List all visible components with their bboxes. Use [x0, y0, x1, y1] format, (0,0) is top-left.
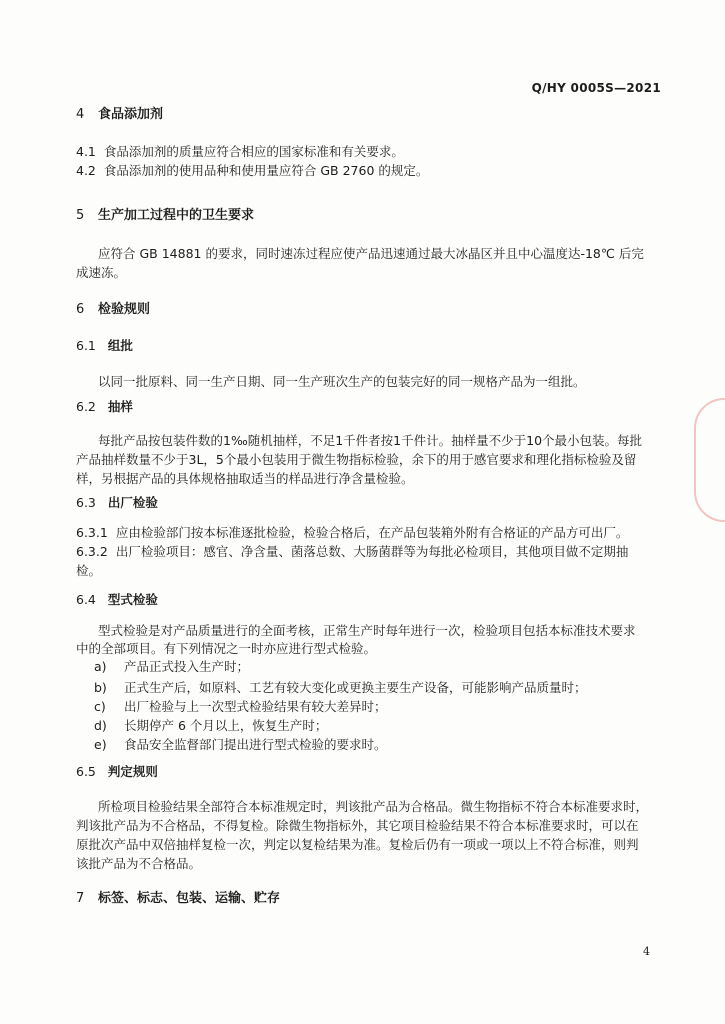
section-title: 检验规则: [98, 302, 151, 317]
list-item: [94, 657, 249, 675]
section-title: 食品添加剂: [98, 107, 164, 122]
clause-text: 出厂检验项目：感官、净含量、菌落总数、大肠菌群等为每批必检项目，其他项目做不定期抽: [115, 544, 629, 559]
subsection-number: 6.2: [76, 399, 96, 414]
subsection-6-5-heading: [76, 762, 158, 780]
subsection-title: 出厂检验: [107, 495, 158, 510]
subsection-title: 判定规则: [107, 764, 158, 779]
paragraph-line: 检。: [76, 563, 102, 578]
clause-number: 6.3.2: [76, 544, 108, 559]
clause-number: 4.2: [76, 163, 96, 178]
subsection-6-2-heading: [76, 397, 133, 415]
clause-text: 应由检验部门按本标准逐批检验，检验合格后，在产品包装箱外附有合格证的产品方可出厂。: [115, 525, 629, 540]
paragraph-line: 判该批产品为不合格品，不得复检。除微生物指标外，其它项目检验结果不符合本标准要求时，可以在: [76, 818, 639, 833]
list-marker: d): [94, 718, 107, 733]
list-marker: a): [94, 659, 107, 674]
section-number: 7: [76, 891, 85, 906]
list-item: [94, 678, 587, 696]
subsection-title: 组批: [107, 338, 133, 353]
subsection-number: 6.5: [76, 764, 96, 779]
clause-6-3-1: [76, 522, 628, 543]
standard-number: Q/HY 0005S—2021: [531, 81, 661, 95]
paragraph-line: 原批次产品中双倍抽样复检一次，判定以复检结果为准。复检后仍有一项或一项以上不符合标准，则判: [76, 837, 639, 852]
page-number: 4: [643, 945, 650, 958]
list-text: 出厂检验与上一次型式检验结果有较大差异时；: [124, 699, 387, 714]
clause-6-3-2: [76, 541, 628, 562]
paragraph-line: 成速冻。: [76, 265, 127, 280]
section-number: 5: [76, 208, 85, 223]
list-text: 正式生产后，如原料、工艺有较大变化或更换主要生产设备，可能影响产品质量时；: [124, 680, 587, 695]
subsection-title: 抽样: [107, 399, 133, 414]
list-item: [94, 716, 327, 734]
list-marker: b): [94, 680, 107, 695]
subsection-number: 6.4: [76, 592, 96, 607]
clause-number: 6.3.1: [76, 525, 108, 540]
paragraph-line: 样，另根据产品的具体规格抽取适当的样品进行净含量检验。: [76, 471, 414, 486]
subsection-6-4-heading: [76, 590, 158, 608]
paragraph-line: 以同一批原料、同一生产日期、同一生产班次生产的包装完好的同一规格产品为一组批。: [98, 374, 586, 389]
list-text: 长期停产 6 个月以上，恢复生产时；: [124, 718, 328, 733]
clause-4-2: [76, 160, 428, 181]
clause-number: 4.1: [76, 144, 96, 159]
paragraph-line: 每批产品按包装件数的1‰随机抽样，不足1千件者按1千件计。抽样量不少于10个最小包装。每批: [98, 433, 643, 448]
subsection-6-3-heading: [76, 493, 158, 511]
list-marker: c): [94, 699, 106, 714]
clause-4-1: [76, 141, 404, 162]
list-item: [94, 735, 387, 753]
section-number: 6: [76, 302, 85, 317]
paragraph-line: 该批产品为不合格品。: [76, 856, 202, 871]
paragraph-line: 产品抽样数量不少于3L，5个最小包装用于微生物指标检验，余下的用于感官要求和理化指标检验及留: [76, 452, 637, 467]
section-6-heading: [76, 298, 150, 317]
paragraph-line: 型式检验是对产品质量进行的全面考核，正常生产时每年进行一次，检验项目包括本标准技术要求: [98, 623, 636, 638]
subsection-title: 型式检验: [107, 592, 158, 607]
section-title: 标签、标志、包装、运输、贮存: [98, 891, 281, 906]
paragraph-line: 应符合 GB 14881 的要求，同时速冻过程应使产品迅速通过最大冰晶区并且中心温度达-18℃ 后完: [98, 246, 644, 261]
paragraph-line: 所检项目检验结果全部符合本标准规定时，判该批产品为合格品。微生物指标不符合本标准要求时，: [98, 799, 649, 814]
list-text: 食品安全监督部门提出进行型式检验的要求时。: [124, 737, 387, 752]
paragraph-line: 中的全部项目。有下列情况之一时亦应进行型式检验。: [76, 641, 377, 656]
section-7-heading: [76, 887, 280, 906]
subsection-number: 6.3: [76, 495, 96, 510]
subsection-6-1-heading: [76, 336, 133, 354]
list-text: 产品正式投入生产时；: [124, 659, 250, 674]
list-item: [94, 697, 387, 715]
section-4-heading: [76, 103, 163, 122]
section-5-heading: [76, 204, 254, 223]
list-marker: e): [94, 737, 107, 752]
section-title: 生产加工过程中的卫生要求: [98, 208, 255, 223]
clause-text: 食品添加剂的质量应符合相应的国家标准和有关要求。: [103, 144, 404, 159]
seal-stamp-edge: [694, 398, 725, 522]
clause-text: 食品添加剂的使用品种和使用量应符合 GB 2760 的规定。: [103, 163, 429, 178]
section-number: 4: [76, 107, 85, 122]
subsection-number: 6.1: [76, 338, 96, 353]
